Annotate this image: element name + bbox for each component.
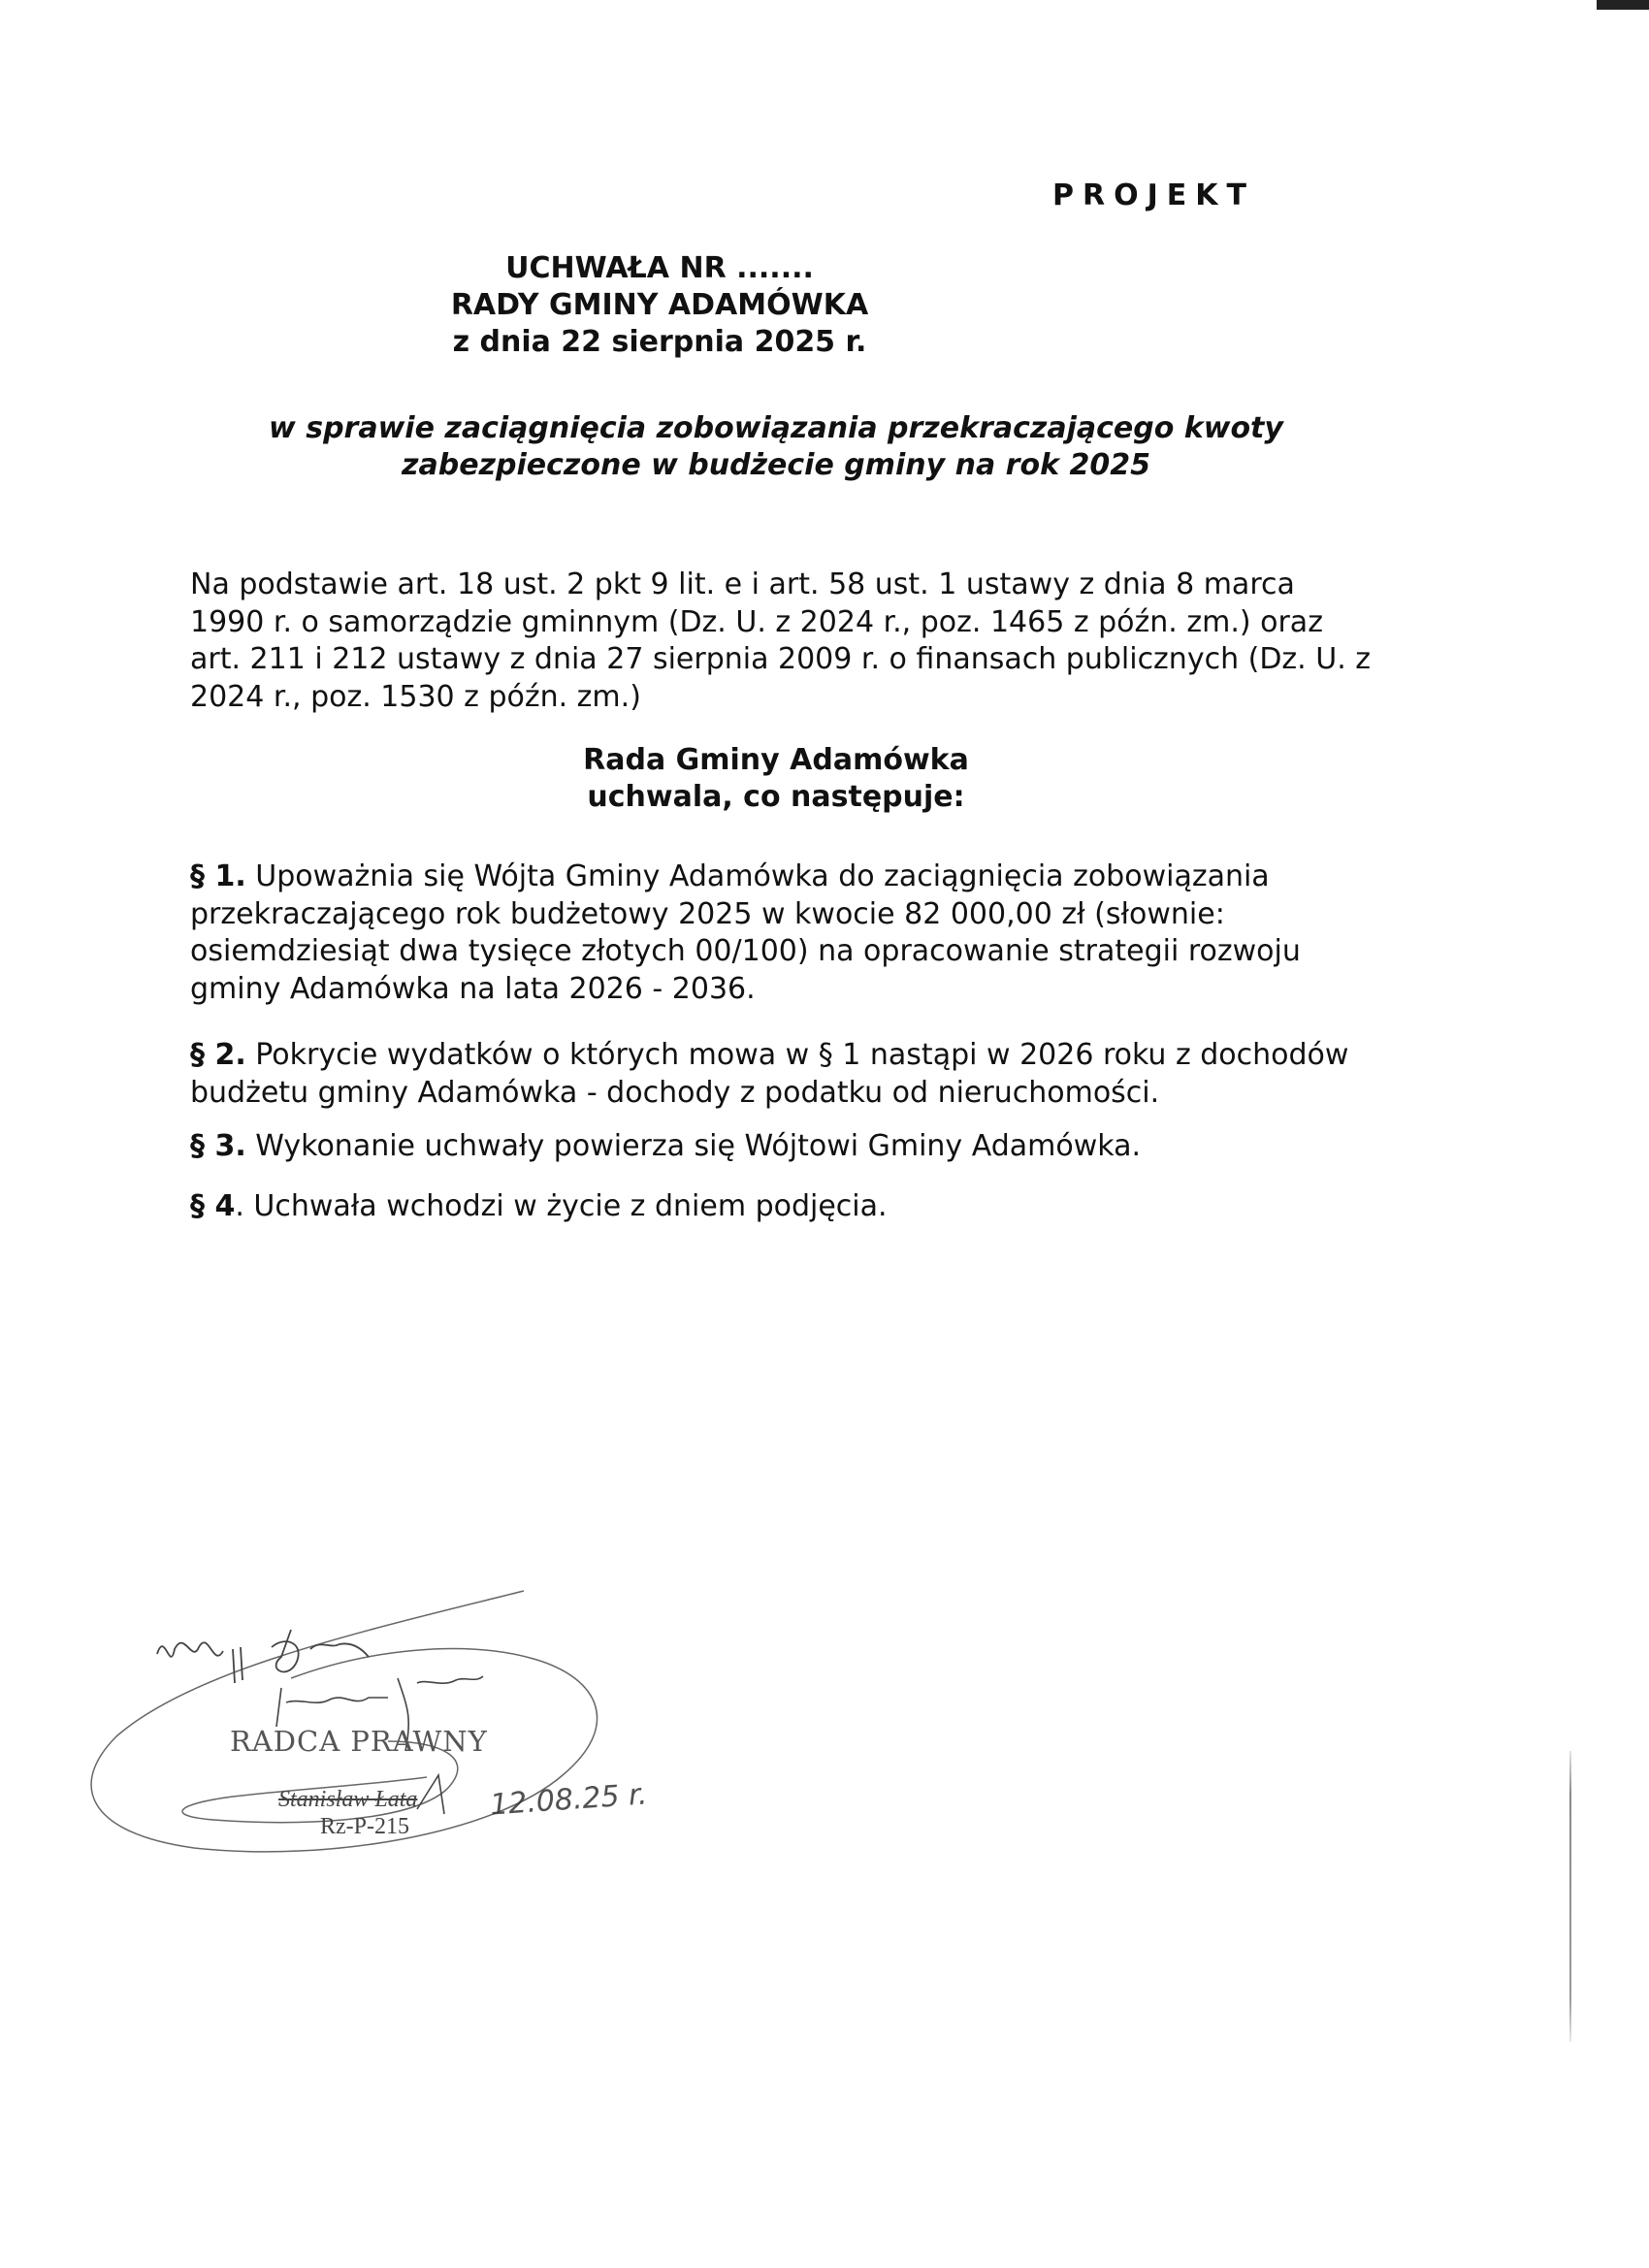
- paragraph-3: [190, 1128, 1451, 1166]
- paragraph-text: Pokrycie wydatków o których mowa w § 1 nastąpi w 2026 roku z dochodów: [245, 1038, 1349, 1072]
- handwritten-date: 12.08.25 r.: [488, 1777, 649, 1823]
- paragraph-text: Upoważnia się Wójta Gminy Adamówka do zaciągnięcia zobowiązania: [245, 859, 1270, 893]
- council-name: RADY GMINY ADAMÓWKA: [450, 288, 869, 322]
- paragraph-text: gminy Adamówka na lata 2026 - 2036.: [190, 971, 756, 1006]
- paragraph-symbol: § 2.: [190, 1038, 246, 1072]
- draft-label: PROJEKT: [1052, 178, 1255, 212]
- legal-counsel-stamp: [78, 1571, 679, 1882]
- subject-line: zabezpieczone w budżecie gminy na rok 2025: [402, 448, 1150, 482]
- paragraph-text: budżetu gminy Adamówka - dochody z podatku od nieruchomości.: [190, 1075, 1160, 1110]
- resolution-number: UCHWAŁA NR .......: [505, 251, 814, 285]
- paragraph-symbol: § 3.: [190, 1129, 246, 1163]
- stamp-id: Rz-P-215: [320, 1814, 409, 1839]
- paragraph-text: . Uchwała wchodzi w życie z dniem podjęcia.: [235, 1189, 888, 1223]
- resolution-header: [388, 250, 931, 361]
- paragraph-symbol: § 4: [190, 1189, 236, 1223]
- council-resolves: [436, 742, 1116, 816]
- council-line: uchwala, co następuje:: [587, 780, 965, 814]
- resolution-subject: [242, 410, 1310, 484]
- council-line: Rada Gminy Adamówka: [583, 743, 969, 777]
- legal-basis-line: art. 211 i 212 ustawy z dnia 27 sierpnia 2009 r. o finansach publicznych (Dz. U. z: [190, 642, 1372, 676]
- paragraph-1: [190, 859, 1451, 1008]
- paragraph-2: [190, 1037, 1451, 1112]
- scan-artifact-mark: [1597, 0, 1649, 10]
- legal-basis-line: 2024 r., poz. 1530 z późn. zm.): [190, 679, 641, 714]
- subject-line: w sprawie zaciągnięcia zobowiązania przekraczającego kwoty: [269, 411, 1283, 445]
- resolution-date: z dnia 22 sierpnia 2025 r.: [452, 325, 867, 359]
- scan-artifact-line: [1569, 1751, 1571, 2042]
- legal-basis: [190, 567, 1451, 716]
- stamp-title: RADCA PRAWNY: [230, 1725, 488, 1758]
- legal-basis-line: Na podstawie art. 18 ust. 2 pkt 9 lit. e i art. 58 ust. 1 ustawy z dnia 8 marca: [190, 567, 1295, 601]
- paragraph-text: przekraczającego rok budżetowy 2025 w kwocie 82 000,00 zł (słownie:: [190, 896, 1225, 931]
- stamp-name: Stanisław Łata: [278, 1787, 418, 1812]
- paragraph-4: [190, 1188, 1451, 1226]
- legal-basis-line: 1990 r. o samorządzie gminnym (Dz. U. z 2024 r., poz. 1465 z późn. zm.) oraz: [190, 604, 1323, 639]
- paragraph-symbol: § 1.: [190, 859, 246, 893]
- paragraph-text: Wykonanie uchwały powierza się Wójtowi Gminy Adamówka.: [245, 1129, 1142, 1163]
- paragraph-text: osiemdziesiąt dwa tysięce złotych 00/100) na opracowanie strategii rozwoju: [190, 934, 1301, 968]
